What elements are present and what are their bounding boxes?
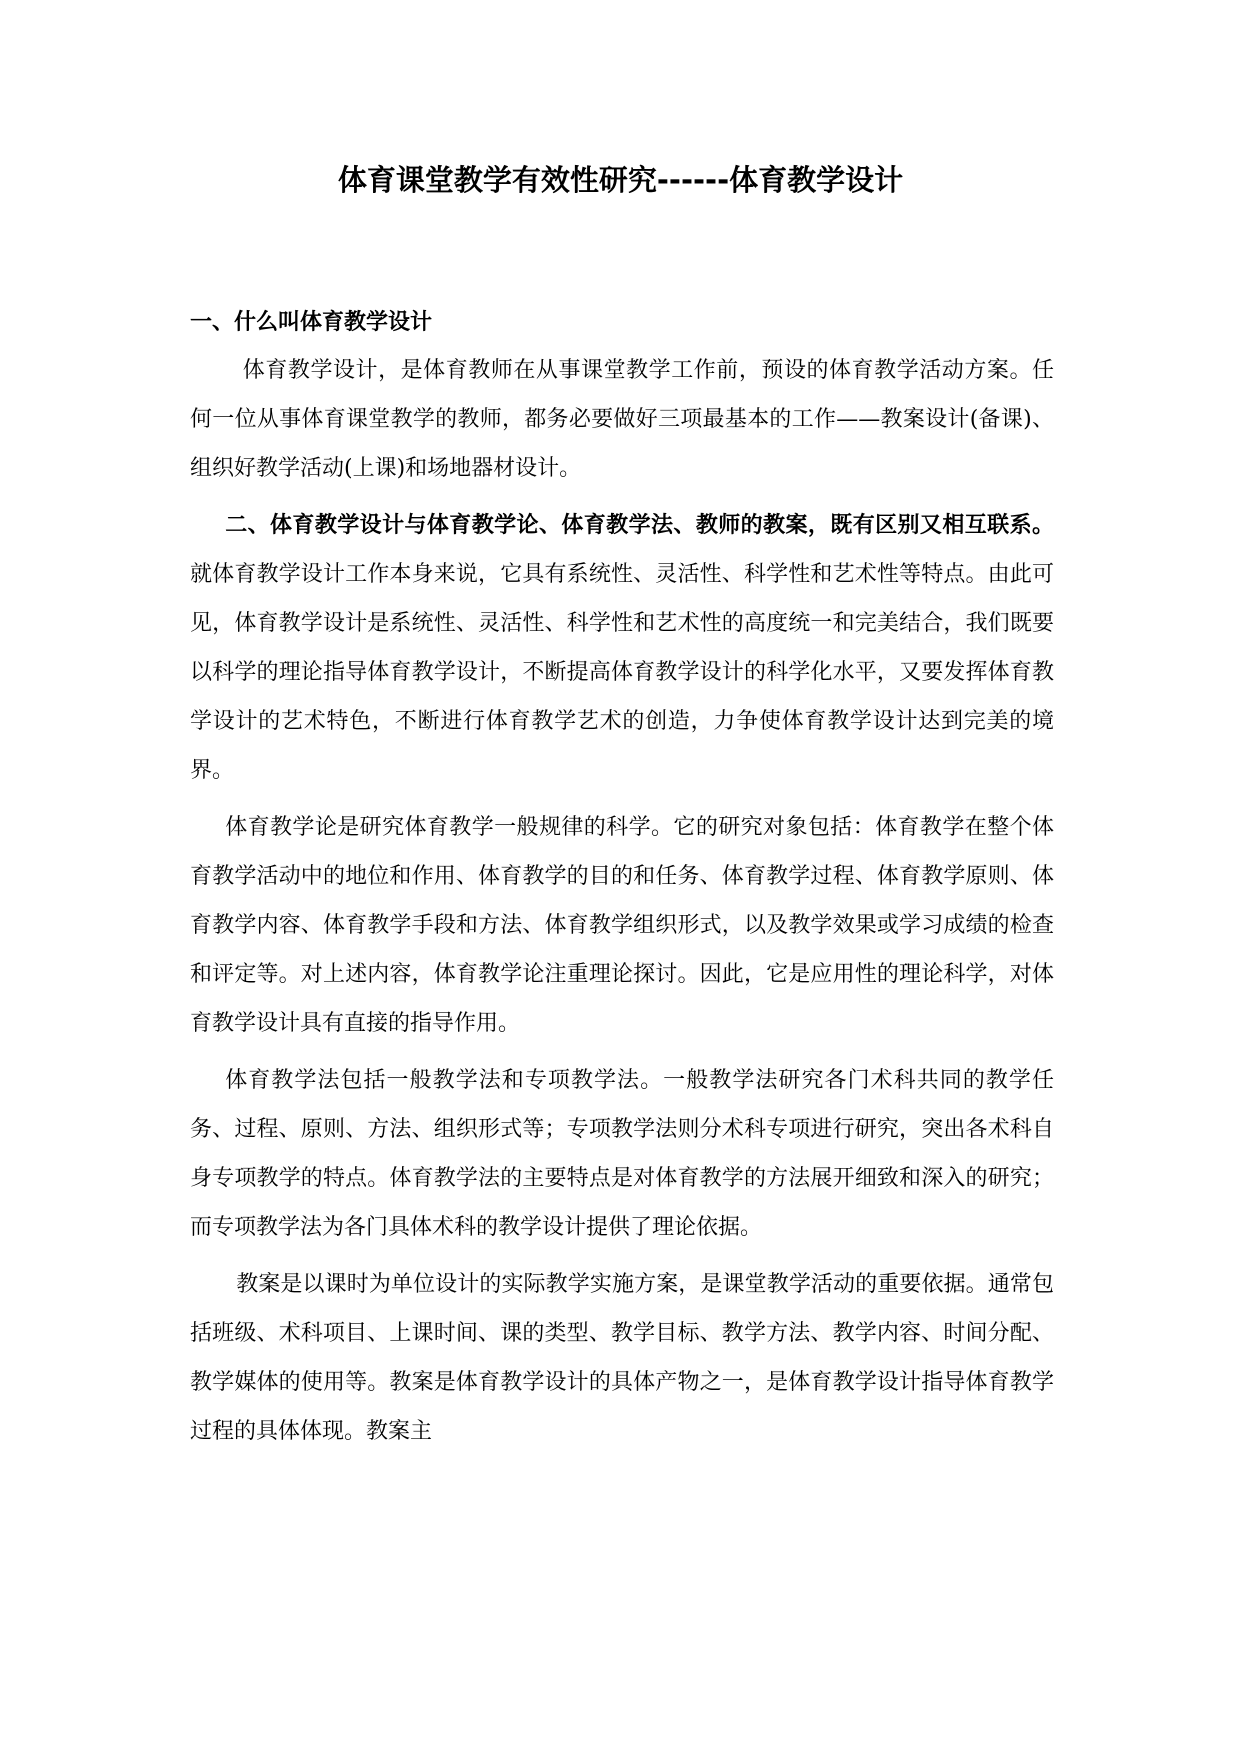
section-2-paragraph xyxy=(190,501,1054,795)
paragraph-lesson-plan: 教案是以课时为单位设计的实际教学实施方案，是课堂教学活动的重要依据。通常包括班级、术科项目、上课时间、课的类型、教学目标、教学方法、教学内容、时间分配、教学媒体的使用等。教案是体育教学设计的具体产物之一，是体育教学设计指导体育教学过程的具体体现。教案主 xyxy=(190,1272,1054,1444)
paragraph-teaching-methods: 体育教学法包括一般教学法和专项教学法。一般教学法研究各门术科共同的教学任务、过程、原则、方法、组织形式等；专项教学法则分术科专项进行研究，突出各术科自身专项教学的特点。体育教学法的主要特点是对体育教学的方法展开细致和深入的研究；而专项教学法为各门具体术科的教学设计提供了理论依据。 xyxy=(190,1068,1054,1240)
section-2-text: 就体育教学设计工作本身来说，它具有系统性、灵活性、科学性和艺术性等特点。由此可见，体育教学设计是系统性、灵活性、科学性和艺术性的高度统一和完美结合，我们既要以科学的理论指导体育教学设计，不断提高体育教学设计的科学化水平，又要发挥体育教学设计的艺术特色，不断进行体育教学艺术的创造，力争使体育教学设计达到完美的境界。 xyxy=(190,562,1054,783)
paragraph-teaching-theory: 体育教学论是研究体育教学一般规律的科学。它的研究对象包括：体育教学在整个体育教学活动中的地位和作用、体育教学的目的和任务、体育教学过程、体育教学原则、体育教学内容、体育教学手段和方法、体育教学组织形式，以及教学效果或学习成绩的检查和评定等。对上述内容，体育教学论注重理论探讨。因此，它是应用性的理论科学，对体育教学设计具有直接的指导作用。 xyxy=(190,815,1054,1036)
section-1-paragraph: 体育教学设计，是体育教师在从事课堂教学工作前，预设的体育教学活动方案。任何一位从事体育课堂教学的教师，都务必要做好三项最基本的工作——教案设计(备课)、组织好教学活动(上课)和场地器材设计。 xyxy=(190,358,1054,481)
section-1-heading: 一、什么叫体育教学设计 xyxy=(190,310,433,335)
document-title: 体育课堂教学有效性研究------体育教学设计 xyxy=(337,163,904,197)
section-2-heading: 二、体育教学设计与体育教学论、体育教学法、教师的教案，既有区别又相互联系。 xyxy=(225,513,1054,538)
document-body xyxy=(190,304,1054,1456)
